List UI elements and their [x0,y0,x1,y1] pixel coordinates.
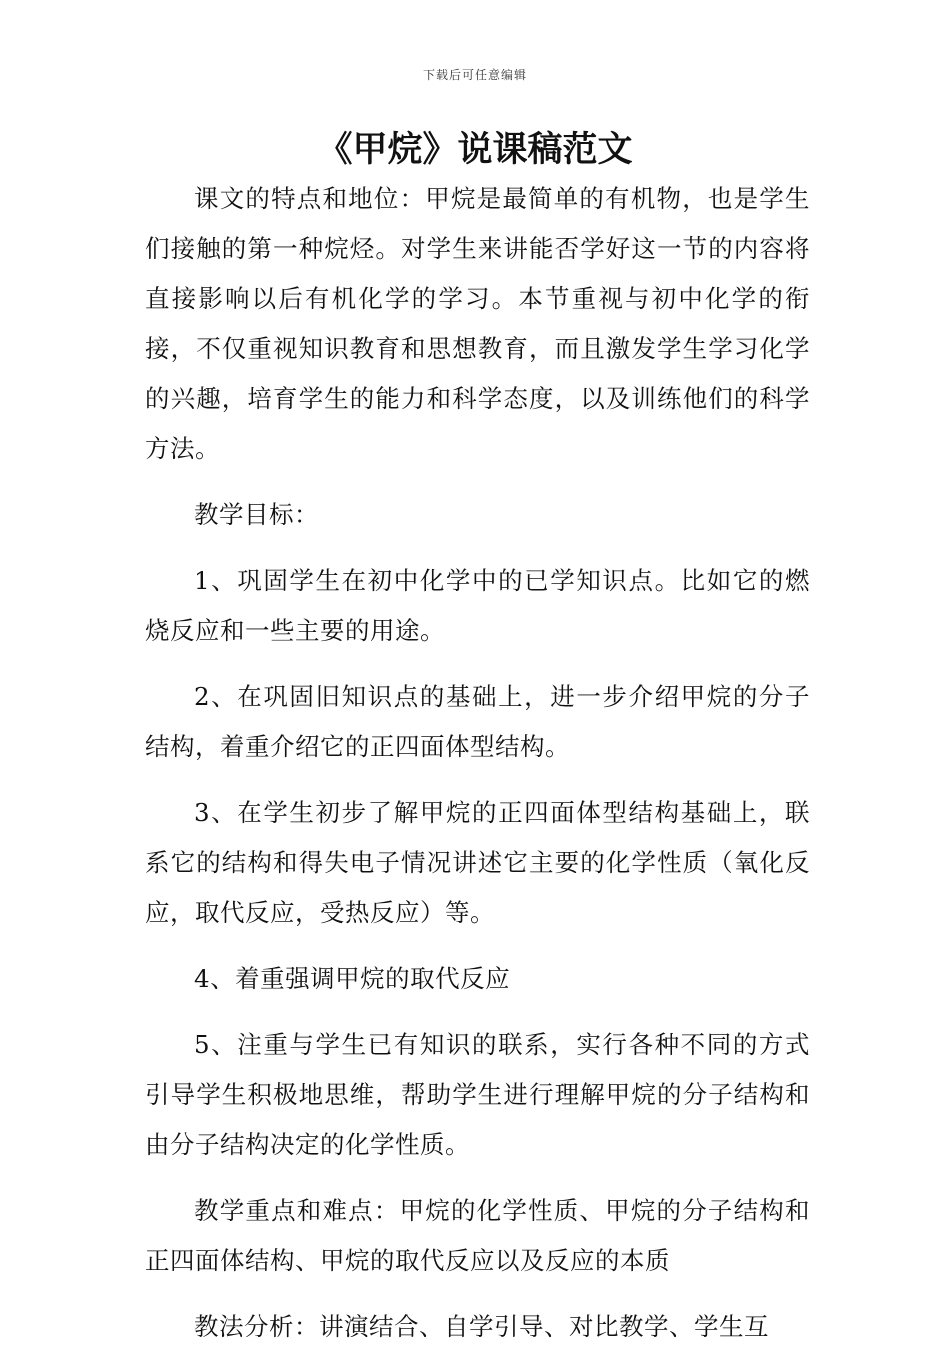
paragraph-objective-4: 4、着重强调甲烷的取代反应 [194,964,511,993]
paragraph-objective-5: 5、注重与学生已有知识的联系，实行各种不同的方式引导学生积极地思维，帮助学生进行理解甲烷的分子结构和由分子结构决定的化学性质。 [145,1030,810,1159]
document-body [145,174,810,1368]
paragraph-teaching-methods: 教法分析：讲演结合、自学引导、对比教学、学生互 [194,1312,769,1341]
header-note: 下载后可任意编辑 [422,68,527,82]
paragraph-objective-3: 3、在学生初步了解甲烷的正四面体型结构基础上，联系它的结构和得失电子情况讲述它主要的化学性质（氧化反应，取代反应，受热反应）等。 [145,798,810,927]
paragraph-key-points: 教学重点和难点：甲烷的化学性质、甲烷的分子结构和正四面体结构、甲烷的取代反应以及反应的本质 [145,1196,810,1275]
paragraph-objectives-heading: 教学目标： [194,500,319,529]
document-title: 《甲烷》说课稿范文 [317,130,633,170]
paragraph-intro: 课文的特点和地位：甲烷是最简单的有机物，也是学生们接触的第一种烷烃。对学生来讲能否学好这一节的内容将直接影响以后有机化学的学习。本节重视与初中化学的衔接，不仅重视知识教育和思想教育，而且激发学生学习化学的兴趣，培育学生的能力和科学态度，以及训练他们的科学方法。 [145,184,810,463]
paragraph-objective-2: 2、在巩固旧知识点的基础上，进一步介绍甲烷的分子结构，着重介绍它的正四面体型结构。 [145,682,810,761]
paragraph-objective-1: 1、巩固学生在初中化学中的已学知识点。比如它的燃烧反应和一些主要的用途。 [145,566,810,645]
